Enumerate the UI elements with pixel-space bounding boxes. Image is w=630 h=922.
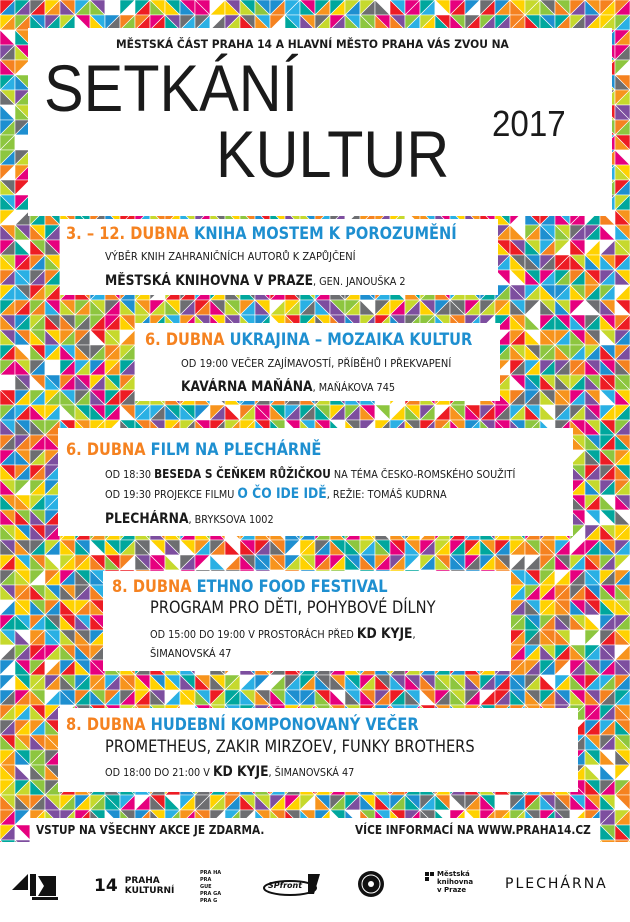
round-emblem-logo [357, 870, 385, 898]
event-1-line1: VÝBĚR KNIH ZAHRANIČNÍCH AUTORŮ K ZAPŮJČENÍ [105, 250, 356, 263]
event-2-heading: 6. DUBNA UKRAJINA – MOZAIKA KULTUR [145, 330, 473, 350]
plecharna-logo: PLECHÁRNA [505, 876, 608, 892]
event-3-venue-line: PLECHÁRNA, BRYKSOVA 1002 [105, 511, 274, 527]
event-3-line1: OD 18:30 BESEDA S ČEŇKEM RŮŽIČKOU NA TÉMA ČESKO-ROMSKÉHO SOUŽITÍ [105, 467, 516, 481]
event-3-heading: 6. DUBNA FILM NA PLECHÁRNĚ [66, 440, 322, 460]
event-4-line1: OD 15:00 DO 19:00 V PROSTORÁCH PŘED KD KYJE, [150, 626, 416, 642]
event-5-heading: 8. DUBNA HUDEBNÍ KOMPONOVANÝ VEČER [66, 715, 419, 735]
event-2-venue-line: KAVÁRNA MAŇÁNA, MAŇÁKOVA 745 [181, 379, 396, 395]
event-1-heading: 3. – 12. DUBNA KNIHA MOSTEM K POROZUMĚNÍ [66, 224, 457, 244]
praha14-kulturni-logo: 14 PRAHA KULTURNÍ [94, 876, 175, 896]
event-4-subtitle: PROGRAM PRO DĚTI, POHYBOVÉ DÍLNY [150, 598, 436, 618]
event-4-heading: 8. DUBNA ETHNO FOOD FESTIVAL [112, 577, 388, 597]
title-line2: KULTUR [216, 117, 450, 191]
title-line1: SETKÁNÍ [44, 51, 299, 125]
free-entry-text: VSTUP NA VŠECHNY AKCE JE ZDARMA. [36, 823, 265, 837]
library-icon [425, 872, 435, 886]
spfront-logo: SPfront [262, 872, 324, 898]
praha14-symbol-logo [10, 870, 62, 902]
event-4-line2: ŠIMANOVSKÁ 47 [150, 647, 232, 660]
praha-grid-logo: PRA HA PRA GUE PRA GA PRA G [200, 870, 222, 904]
intro-text: MĚSTSKÁ ČÁST PRAHA 14 A HLAVNÍ MĚSTO PRAHA VÁS ZVOU NA [116, 37, 509, 51]
more-info-text: VÍCE INFORMACÍ NA WWW.PRAHA14.CZ [355, 823, 591, 837]
mestska-knihovna-logo: Městská knihovna v Praze [425, 870, 473, 894]
year: 2017 [492, 103, 566, 144]
event-5-line1: OD 18:00 DO 21:00 V KD KYJE, ŠIMANOVSKÁ 47 [105, 764, 355, 780]
logo-footer [0, 842, 630, 922]
event-2-line1: OD 19:00 VEČER ZAJÍMAVOSTÍ, PŘÍBĚHŮ I PŘEKVAPENÍ [181, 357, 452, 370]
event-3-line2: OD 19:30 PROJEKCE FILMU O ČO IDE IDĚ, REŽIE: TOMÁŠ KUDRNA [105, 486, 447, 502]
event-5-subtitle: PROMETHEUS, ZAKIR MIRZOEV, FUNKY BROTHERS [105, 737, 475, 757]
event-1-venue-line: MĚSTSKÁ KNIHOVNA V PRAZE, GEN. JANOUŠKA 2 [105, 273, 406, 289]
